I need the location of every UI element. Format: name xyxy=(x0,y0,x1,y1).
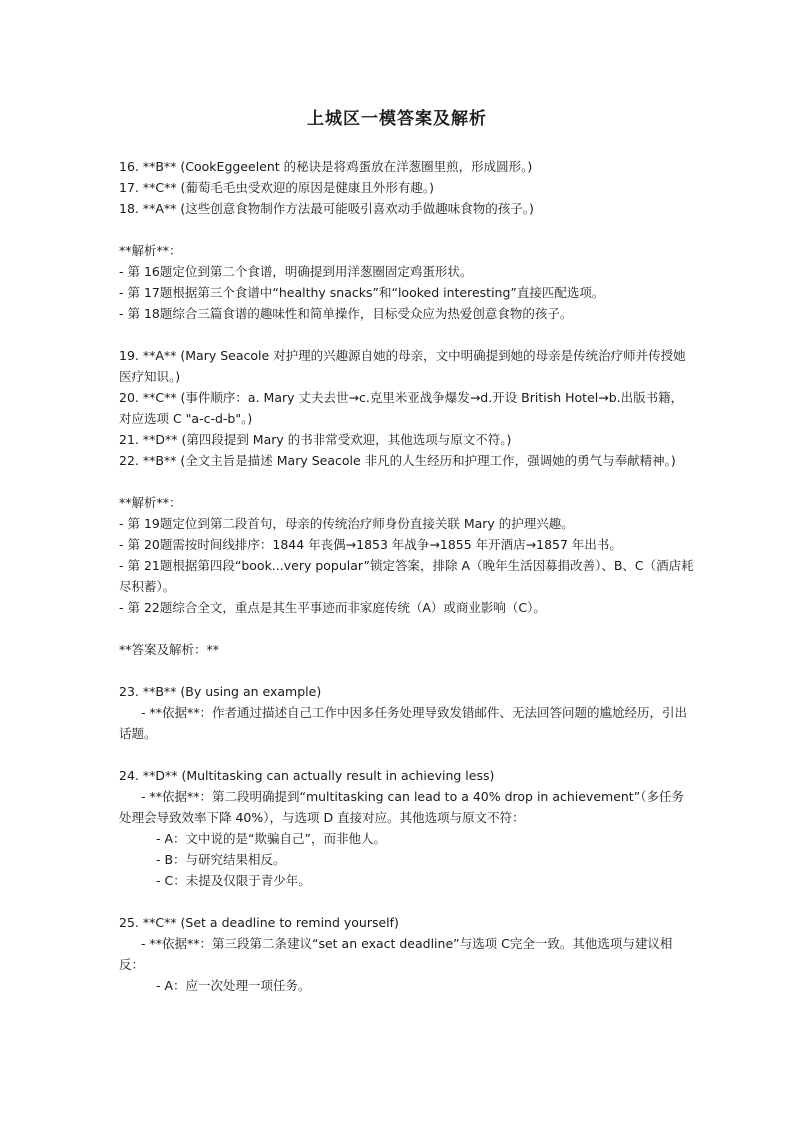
answer-q22: 22. **B** (全文主旨是描述 Mary Seacole 非凡的人生经历和护理工作，强调她的勇气与奉献精神。) xyxy=(119,453,676,468)
spacer xyxy=(119,660,694,681)
spacer xyxy=(119,219,694,240)
analysis-item: - 第 21题根据第四段“book...very popular”锁定答案，排除 A（晚年生活因募捐改善）、B、C（酒店耗尽积蓄）。 xyxy=(119,558,694,594)
answer-q25: 25. **C** (Set a deadline to remind yourself) xyxy=(119,915,399,930)
analysis-item: - 第 18题综合三篇食谱的趣味性和简单操作，目标受众应为热爱创意食物的孩子。 xyxy=(119,306,573,321)
answer-q17: 17. **C** (葡萄毛毛虫受欢迎的原因是健康且外形有趣。) xyxy=(119,180,435,195)
answer-q16: 16. **B** (CookEggeelent 的秘诀是将鸡蛋放在洋葱圈里煎，形成圆形。) xyxy=(119,159,533,174)
analysis-heading: **解析**： xyxy=(119,495,182,510)
answer-q20: 20. **C** (事件顺序：a. Mary 丈夫去世→c.克里米亚战争爆发→d.开设 British Hotel→b.出版书籍，对应选项 C "a-c-d-b"。) xyxy=(119,390,684,426)
section-heading: **答案及解析：** xyxy=(119,642,220,657)
answer-q19: 19. **A** (Mary Seacole 对护理的兴趣源自她的母亲，文中明确提到她的母亲是传统治疗师并传授她医疗知识。) xyxy=(119,348,686,384)
option-note: - C：未提及仅限于青少年。 xyxy=(156,873,311,888)
page-title: 上城区一模答案及解析 xyxy=(307,109,487,129)
answer-q24: 24. **D** (Multitasking can actually result in achieving less) xyxy=(119,768,495,783)
option-note: - B：与研究结果相反。 xyxy=(156,852,286,867)
answer-q18: 18. **A** (这些创意食物制作方法最可能吸引喜欢动手做趣味食物的孩子。) xyxy=(119,201,534,216)
basis-q23: - **依据**：作者通过描述自己工作中因多任务处理导致发错邮件、无法回答问题的尴尬经历，引出话题。 xyxy=(119,705,687,741)
analysis-item: - 第 19题定位到第二段首句，母亲的传统治疗师身份直接关联 Mary 的护理兴趣。 xyxy=(119,516,574,531)
option-note: - A：文中说的是“欺骗自己”，而非他人。 xyxy=(156,831,386,846)
spacer xyxy=(119,324,694,345)
basis-q25: - **依据**：第三段第二条建议“set an exact deadline”与选项 C完全一致。其他选项与建议相反： xyxy=(119,936,673,972)
spacer xyxy=(119,891,694,912)
analysis-item: - 第 16题定位到第二个食谱，明确提到用洋葱圈固定鸡蛋形状。 xyxy=(119,264,473,279)
spacer xyxy=(119,744,694,765)
analysis-item: - 第 20题需按时间线排序：1844 年丧偶→1853 年战争→1855 年开酒店→1857 年出书。 xyxy=(119,537,622,552)
spacer xyxy=(119,471,694,492)
answer-q21: 21. **D** (第四段提到 Mary 的书非常受欢迎，其他选项与原文不符。) xyxy=(119,432,512,447)
analysis-item: - 第 22题综合全文，重点是其生平事迹而非家庭传统（A）或商业影响（C）。 xyxy=(119,600,546,615)
analysis-item: - 第 17题根据第三个食谱中“healthy snacks”和“looked interesting”直接匹配选项。 xyxy=(119,285,605,300)
option-note: - A：应一次处理一项任务。 xyxy=(156,978,311,993)
document-body xyxy=(119,156,694,996)
analysis-heading: **解析**： xyxy=(119,243,182,258)
spacer xyxy=(119,618,694,639)
answer-q23: 23. **B** (By using an example) xyxy=(119,684,322,699)
basis-q24: - **依据**：第二段明确提到“multitasking can lead to a 40% drop in achievement”（多任务处理会导致效率下降 40%），与选项 D 直接对应。其他选项与原文不符： xyxy=(119,789,684,825)
